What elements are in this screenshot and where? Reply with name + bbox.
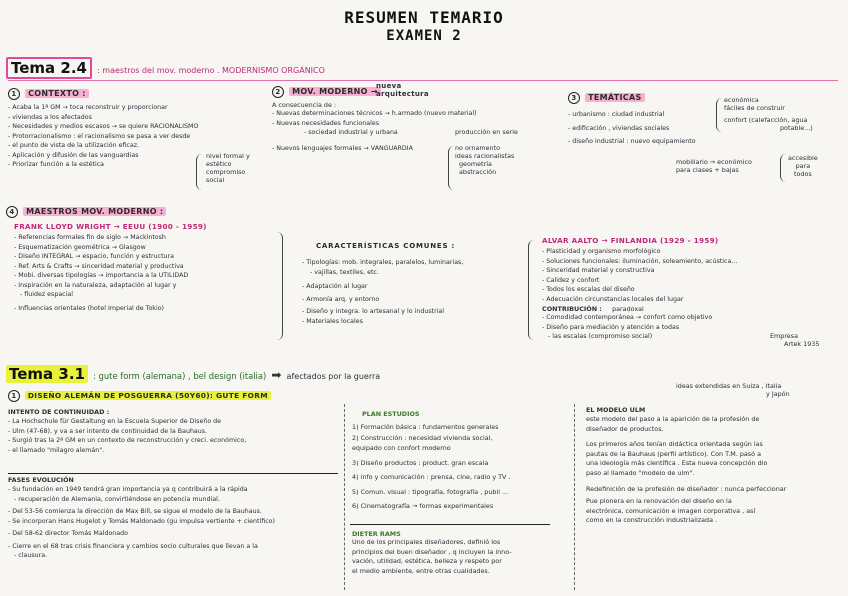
ulm-text <box>586 415 786 526</box>
caracteristicas-item: - vajillas, textiles, etc. <box>302 268 463 278</box>
ulm-line: como en la construcción industrializada . <box>586 516 718 525</box>
movmoderno-right-note: geometría <box>459 160 492 168</box>
wright-item: - Influencias orientales (hotel Imperial de Tokio) <box>14 304 207 314</box>
movmoderno-item: - Nuevas necesidades funcionales <box>272 119 477 129</box>
movmoderno-title: MOV. MODERNO → <box>289 87 381 96</box>
fases-item: - Su fundación en 1949 tendrá gran importancia ya q contribuirá a la rápida <box>8 485 275 495</box>
movmoderno-right-note: abstracción <box>459 168 497 176</box>
fases-item: - recuperación de Alemania, convirtiéndose en potencia mundial. <box>8 495 275 505</box>
contexto-brace <box>196 154 203 190</box>
tematicas-item: - diseño industrial : nuevo equipamiento <box>568 137 696 147</box>
contexto-title: CONTEXTO : <box>25 89 89 98</box>
aalto-item: - Plasticidad y organismo morfológico <box>542 247 737 257</box>
tematicas-right-note: fáciles de construir <box>724 104 785 112</box>
movmoderno-section <box>272 82 477 153</box>
tema-24-header <box>6 58 325 77</box>
aleman-divider <box>8 473 338 474</box>
contexto-side-note: compromiso <box>206 168 246 176</box>
tematicas-bottom-note: para clases + bajas <box>676 166 739 174</box>
movmoderno-item: - sociedad industrial y urbana <box>272 128 477 138</box>
tematicas-section <box>568 92 696 147</box>
ulm-line: electrónica, comunicación e imagen corporativa , así <box>586 506 756 515</box>
aalto-side-note-line: Empresa <box>770 332 798 340</box>
rams-line: Uno de los principales diseñadores, definió los <box>352 538 501 546</box>
tema-31-header <box>6 364 380 383</box>
aleman-title: DISEÑO ALEMÁN DE POSGUERRA (50Y60): GUTE FORM <box>25 391 271 400</box>
ulm-title: EL MODELO ULM <box>586 406 646 414</box>
aalto-item: - Sinceridad material y constructiva <box>542 266 737 276</box>
column-divider <box>574 404 576 590</box>
contexto-side-notes <box>206 152 250 184</box>
tematicas-title: TEMÁTICAS <box>585 93 644 102</box>
tematicas-accesible-line: para <box>795 162 811 170</box>
aalto-side-note <box>770 332 819 348</box>
maestros-section <box>6 206 166 218</box>
aalto-brace <box>528 240 539 340</box>
movmoderno-intro: A consecuencia de : <box>272 101 337 109</box>
tematicas-right-notes <box>724 96 813 132</box>
wright-item: - Esquematización geométrica → Glasgow <box>14 243 207 253</box>
tematicas-right-note: económica <box>724 96 759 104</box>
wright-item: - Mobi. diversas tipologías → importancia a la UTILIDAD <box>14 271 207 281</box>
tema-31-subtitle: : gute form (alemana) , bel design (italia) <box>93 371 267 381</box>
fases-title: FASES EVOLUCIÓN <box>8 476 74 484</box>
fases-item: - Del 53-56 comienza la dirección de Max Bill, se sigue el modelo de la Bauhaus. <box>8 507 275 517</box>
plan-list <box>352 422 510 512</box>
aalto-item: - Soluciones funcionales: iluminación, soleamiento, acústica... <box>542 257 737 267</box>
ulm-line: paso al llamado "modelo de ulm". <box>586 468 695 477</box>
plan-section <box>352 410 510 512</box>
fases-item: - Se incorporan Hans Hugelot y Tomás Maldonado (gu impulsa vertiente + científico) <box>8 517 275 527</box>
wright-section <box>14 222 207 313</box>
intento-item: - el llamado "milagro alemán". <box>8 446 271 456</box>
contexto-number: 1 <box>8 88 20 100</box>
tematicas-item: - urbanismo : ciudad industrial <box>568 110 696 120</box>
tema-24-subtitle: : maestros del mov. moderno . MODERNISMO ORGÁNICO <box>97 66 325 75</box>
caracteristicas-item: - Materiales locales <box>302 317 463 327</box>
wright-item: - fluidez espacial <box>14 290 207 300</box>
tematicas-bottom-note: mobiliario → económico <box>676 158 752 166</box>
ulm-line: diseñador de productos. <box>586 424 664 433</box>
plan-divider <box>350 524 550 525</box>
plan-item: 1) Formación básica : fundamentos generales <box>352 423 499 431</box>
tematicas-bottom-notes <box>676 158 752 174</box>
plan-item: 3) Diseño productos : product. gran escala <box>352 458 489 467</box>
contexto-item: - viviendas a los afectados <box>8 113 198 123</box>
ulm-top-note <box>676 382 790 398</box>
intento-item: - La Hochschule für Gestaltung en la Escuela Superior de Diseño de <box>8 417 271 427</box>
tematicas-accesible-line: todos <box>794 170 812 178</box>
aalto-contrib <box>542 305 737 313</box>
contexto-item: - Acaba la 1ª GM → toca reconstruir y proporcionar <box>8 103 198 113</box>
aalto-contrib-label: CONTRIBUCIÓN : <box>542 305 602 313</box>
tema-31-arrow-text: afectados por la guerra <box>286 372 381 381</box>
contexto-side-note: estético <box>206 160 232 168</box>
aalto-contrib-item: - las escalas (compromiso social) <box>542 332 737 342</box>
contexto-section <box>8 88 198 170</box>
movmoderno-arrow-text-line: arquitectura <box>376 90 429 98</box>
ulm-line: este modelo del paso a la aparición de la profesión de <box>586 415 760 423</box>
fases-section <box>8 476 275 561</box>
contexto-side-note: social <box>206 176 225 184</box>
tematicas-item: - edificación , viviendas sociales <box>568 124 696 134</box>
movmoderno-arrow-text <box>376 82 429 98</box>
movmoderno-arrow-text-line: nueva <box>376 82 402 90</box>
column-divider <box>344 404 346 590</box>
rams-line: vación, utilidad, estética, belleza y respeto por <box>352 557 502 565</box>
movmoderno-item: - Nuevas determinaciones técnicos → h.armado (nuevo material) <box>272 109 477 119</box>
movmoderno-right-note: producción en serie <box>455 128 518 136</box>
aalto-section <box>542 236 737 342</box>
contexto-side-note: nivel formal y <box>206 152 250 160</box>
contexto-item: - Aplicación y difusión de las vanguardias <box>8 151 198 161</box>
tematicas-accesible-notes <box>788 154 818 178</box>
fases-item: - Del 58-62 director Tomás Maldonado <box>8 529 275 539</box>
aalto-item: - Todos los escalas del diseño <box>542 285 737 295</box>
movmoderno-right-note: ideas racionalistas <box>455 152 515 160</box>
tematicas-accesible-line: accesible <box>788 154 818 162</box>
contexto-item: - Protorracionalismo : el racionalismo se pasa a ver desde <box>8 132 198 142</box>
caracteristicas-title: CARACTERÍSTICAS COMUNES : <box>316 242 456 250</box>
caracteristicas-item: - Diseño y integra. lo artesanal y lo industrial <box>302 307 463 317</box>
aleman-number: 1 <box>8 390 20 402</box>
movmoderno-right-notes <box>455 128 518 176</box>
tematicas-right-note: confort (calefacción, agua <box>724 116 808 124</box>
intento-title: INTENTO DE CONTINUIDAD : <box>8 408 110 416</box>
ulm-top-note-line: ideas extendidas en Suiza , Italia <box>676 382 782 390</box>
aalto-side-note-line: Artek 1935 <box>784 340 820 348</box>
plan-item: 6) Cinematografía → formas experimentales <box>352 502 494 510</box>
ulm-line: una ideología más científica . Esta nueva concepción dio <box>586 459 768 468</box>
aalto-item: - Adecuación circunstancias locales del lugar <box>542 295 737 305</box>
aalto-contrib-side: paradoxal <box>612 305 644 313</box>
ulm-line: Pue pionera en la renovación del diseño en la <box>586 497 732 506</box>
aalto-heading: ALVAR AALTO → FINLANDIA (1929 - 1959) <box>542 236 719 245</box>
maestros-title: MAESTROS MOV. MODERNO : <box>23 207 166 216</box>
aleman-section <box>8 390 271 455</box>
tematicas-bottom-brace <box>780 154 786 182</box>
contexto-item: - Necesidades y medios escasos → se quiere RACIONALISMO <box>8 122 198 132</box>
ulm-top-note-line: y Japón <box>766 390 790 398</box>
intento-item: - Surgió tras la 2ª GM en un contexto de reconstrucción y creci. económico, <box>8 436 271 446</box>
contexto-item: - el punto de vista de la utilización eficaz. <box>8 141 198 151</box>
ulm-line: Los primeros años tenían didáctica orientada según las <box>586 440 763 449</box>
wright-item: - Inspiración en la naturaleza, adaptación al lugar y <box>14 281 207 291</box>
tematicas-brace <box>716 98 723 132</box>
maestros-number: 4 <box>6 206 18 218</box>
page-subtitle: EXAMEN 2 <box>386 28 462 44</box>
caracteristicas-item: - Tipologías: mob. integrales, paralelos, luminarias, <box>302 258 463 268</box>
wright-item: - Ref. Arts & Crafts → sinceridad material y productiva <box>14 262 207 272</box>
rams-title: DIETER RAMS <box>352 530 401 538</box>
caracteristicas-item: - Adaptación al lugar <box>302 282 463 292</box>
aalto-contrib-item: - Comodidad contemporánea → confort como objetivo <box>542 313 737 323</box>
rams-section <box>352 530 512 576</box>
caracteristicas-section <box>302 242 463 326</box>
ulm-line: pautas de la Bauhaus (perfil artístico). Con T.M. pasó a <box>586 449 761 458</box>
ulm-section <box>586 406 786 526</box>
plan-item: 5) Comun. visual : tipografía, fotografía , publi ... <box>352 487 509 496</box>
tematicas-right-note: potable...) <box>780 124 813 132</box>
aalto-item: - Calidez y confort <box>542 276 737 286</box>
wright-item: - Diseño INTEGRAL → espacio, función y estructura <box>14 252 207 262</box>
tema-31-arrow-icon: ➡ <box>271 368 282 382</box>
fases-item: - Cierre en el 68 tras crisis financiera y cambios socio culturales que llevan a la <box>8 542 275 552</box>
rams-text <box>352 538 512 576</box>
aalto-contrib-item: - Diseño para mediación y atención a todas <box>542 323 737 333</box>
plan-item: 2) Construcción : necesidad vivienda social, <box>352 433 493 442</box>
wright-brace <box>272 232 283 340</box>
movmoderno-number: 2 <box>272 86 284 98</box>
contexto-item: - Priorizar función a la estética <box>8 160 198 170</box>
intento-item: - Ulm (47-68), y va a ser intento de continuidad de la Bauhaus. <box>8 427 271 437</box>
plan-item: 4) info y comunicación : prensa, cine, radio y TV . <box>352 473 511 481</box>
plan-item: equipado con confort moderno <box>352 444 451 452</box>
tematicas-number: 3 <box>568 92 580 104</box>
ulm-line: Redefinición de la profesión de diseñador : nunca perfeccionar <box>586 484 787 493</box>
movmoderno-right-note: no ornamento <box>455 144 501 152</box>
rams-line: el medio ambiente, entre otras cualidades. <box>352 566 490 575</box>
wright-item: - Referencias formales fin de siglo → Mackintosh <box>14 233 207 243</box>
movmoderno-item: - Nuevos lenguajes formales → VANGUARDIA <box>272 144 477 154</box>
wright-heading: FRANK LLOYD WRIGHT → EEUU (1900 - 1959) <box>14 222 207 231</box>
fases-item: - clausura. <box>8 551 275 561</box>
movmoderno-brace <box>448 146 454 190</box>
page-title: RESUMEN TEMARIO <box>344 8 504 27</box>
tema-24-label: Tema 2.4 <box>6 57 92 79</box>
caracteristicas-item: - Armonía arq. y entorno <box>302 295 463 305</box>
tema-31-label: Tema 3.1 <box>6 365 88 383</box>
rams-line: principios del buen diseñador , q incluyen la inno- <box>352 547 512 556</box>
plan-title: PLAN ESTUDIOS <box>362 410 420 418</box>
